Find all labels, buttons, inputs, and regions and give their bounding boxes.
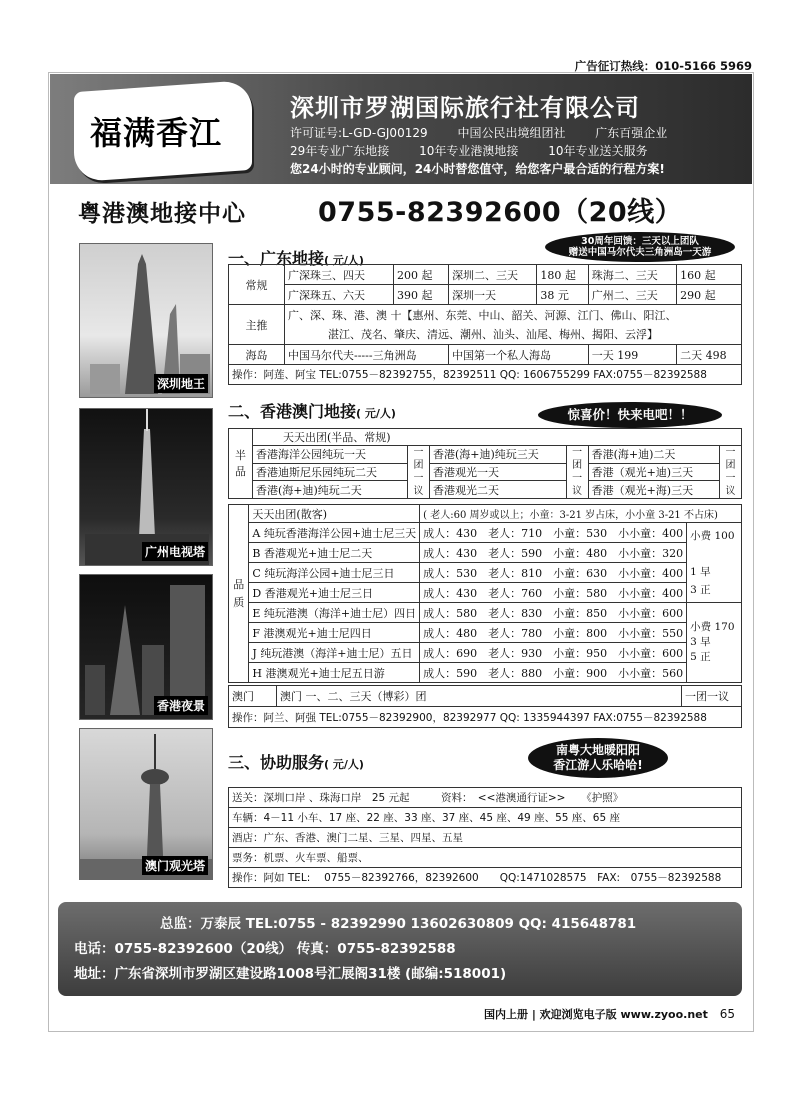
quality-table [228, 504, 742, 683]
years-line [290, 142, 662, 159]
supervisor-line: 总监：万泰辰 TEL:0755 - 82392990 13602630809 QQ: 415648781 [160, 916, 637, 932]
section1-promo-badge [545, 232, 735, 262]
badge-line2: 香江游人乐哈哈! [553, 758, 643, 772]
table-cell: 深圳二、三天 [449, 265, 537, 285]
photo-caption: 深圳地王 [154, 374, 208, 393]
table-cell: H 港澳观光+迪士尼五日游 [249, 663, 420, 683]
logo-text: 福满香江 [90, 114, 223, 152]
table-cell: 广州二、三天 [588, 285, 676, 305]
service-row-tickets: 票务：机票、火车票、船票、 [229, 848, 742, 868]
macau-table [228, 685, 742, 728]
table-cell: 38 元 [537, 285, 588, 305]
phone-line: 电话：0755-82392600（20线） 传真：0755-82392588 [74, 941, 456, 957]
table-row [229, 481, 742, 499]
section3-unit: ( 元/人) [324, 758, 364, 771]
table-row [229, 828, 742, 848]
table-cell: 一天 199 [588, 345, 676, 365]
tip-amount: 小费 170 [690, 621, 735, 633]
meal-breakfast: 1 早 [690, 565, 711, 578]
table-cell: 成人：590 老人：880 小童：900 小小童：560 [420, 663, 687, 683]
table-cell: 香港观光一天 [429, 463, 566, 481]
tip-cell-1 [687, 523, 742, 603]
table-cell: 广深珠五、六天 [285, 285, 394, 305]
license-qualification: 中国公民出境组团社 [457, 126, 566, 140]
table-row [229, 848, 742, 868]
table-row [229, 868, 742, 888]
section2-title [228, 399, 396, 422]
years-guangdong: 29年专业广东地接 [290, 144, 390, 158]
tip-cell-2 [687, 603, 742, 683]
section3-badge [528, 738, 668, 778]
photo-macau-tower [79, 728, 213, 880]
table-cell: J 纯玩港澳（海洋+迪士尼）五日 [249, 643, 420, 663]
table-row [229, 523, 742, 543]
table-cell: 290 起 [677, 285, 742, 305]
center-phone: 0755-82392600（20线） [318, 197, 683, 228]
photo-caption: 广州电视塔 [142, 542, 208, 561]
license-number: 许可证号:L-GD-GJ00129 [290, 126, 428, 140]
table-row [229, 643, 742, 663]
table-cell: 香港观光二天 [429, 481, 566, 499]
license-line [290, 124, 681, 141]
meal-main: 3 正 [690, 583, 711, 596]
service-row-hotels: 酒店：广东、香港、澳门二星、三星、四星、五星 [229, 828, 742, 848]
table-row [229, 707, 742, 728]
table-row [229, 345, 742, 365]
table-cell: 中国马尔代夫-----三角洲岛 [285, 345, 449, 365]
quality-note: ( 老人:60 周岁或以上；小童：3-21 岁占床，小小童 3-21 不占床) [420, 505, 742, 523]
section2-ops: 操作：阿兰、阿强 TEL:0755－82392900，82392977 QQ: 1335944397 FAX:0755－82392588 [229, 707, 742, 728]
guangdong-table [228, 264, 742, 385]
promo-line1: 30周年回馈：三天以上团队 [581, 236, 699, 247]
table-cell: 香港（观光+迪)三天 [588, 463, 719, 481]
table-cell: 香港(海+迪)二天 [588, 446, 719, 464]
table-cell: 香港海洋公园纯玩一天 [253, 446, 408, 464]
main-destinations [285, 305, 742, 345]
table-row [229, 285, 742, 305]
table-cell: 成人：430 老人：760 小童：580 小小童：400 [420, 583, 687, 603]
table-cell: 390 起 [393, 285, 448, 305]
quality-label: 品质 [229, 505, 249, 683]
table-cell: 160 起 [677, 265, 742, 285]
section2-title-text: 二、香港澳门地接 [228, 402, 357, 421]
license-award: 广东百强企业 [595, 126, 668, 140]
footer-text: 国内上册 | 欢迎浏览电子版 www.zyoo.net [483, 1008, 708, 1021]
macau-yituan: 一团一议 [682, 686, 742, 707]
table-row [229, 305, 742, 345]
slogan: 您24小时的专业顾问，24小时替您值守，给您客户最合适的行程方案! [290, 162, 665, 176]
table-row [229, 446, 742, 464]
table-cell: B 香港观光+迪士尼二天 [249, 543, 420, 563]
company-name: 深圳市罗湖国际旅行社有限公司 [290, 94, 640, 122]
badge-line1: 南粤大地暖阳阳 [555, 743, 640, 757]
table-cell: 珠海二、三天 [588, 265, 676, 285]
center-title: 粤港澳地接中心 [78, 201, 246, 227]
table-cell: 180 起 [537, 265, 588, 285]
table-row [229, 505, 742, 523]
yituan-cell: 一团一议 [720, 446, 742, 499]
table-cell: A 纯玩香港海洋公园+迪士尼三天 [249, 523, 420, 543]
years-hkmacau: 10年专业港澳地接 [419, 144, 519, 158]
regular-label: 常规 [229, 265, 285, 305]
service-row-vehicles: 车辆：4－11 小车、17 座、22 座、33 座、37 座、45 座、49 座、55 座、65 座 [229, 808, 742, 828]
table-cell: 香港(海+迪)纯玩二天 [253, 481, 408, 499]
table-row [229, 623, 742, 643]
section1-unit: ( 元/人) [324, 254, 364, 267]
table-cell: 成人：430 老人：590 小童：480 小小童：320 [420, 543, 687, 563]
table-cell: D 香港观光+迪士尼三日 [249, 583, 420, 603]
table-row [229, 788, 742, 808]
section3-title-text: 三、协助服务 [228, 753, 325, 772]
table-cell: 深圳一天 [449, 285, 537, 305]
photo-caption: 香港夜景 [154, 696, 208, 715]
quality-header: 天天出团(散客) [249, 505, 420, 523]
table-row [229, 463, 742, 481]
section2-unit: ( 元/人) [356, 407, 396, 420]
table-row [229, 603, 742, 623]
table-cell: 成人：530 老人：810 小童：630 小小童：400 [420, 563, 687, 583]
semi-label: 半品 [229, 429, 253, 499]
page-number: 65 [719, 1007, 735, 1021]
address-line: 地址：广东省深圳市罗湖区建设路1008号汇展阁31楼 (邮编:518001) [74, 966, 507, 982]
years-customs: 10年专业送关服务 [548, 144, 648, 158]
table-cell: 中国第一个私人海岛 [449, 345, 589, 365]
main-line2: 湛江、茂名、肇庆、清远、潮州、汕头、汕尾、梅州、揭阳、云浮】 [328, 327, 658, 341]
photo-shenzhen-diwang [79, 243, 213, 398]
table-cell: 成人：430 老人：710 小童：530 小小童：400 [420, 523, 687, 543]
photo-canton-tower [79, 408, 213, 566]
island-label: 海岛 [229, 345, 285, 365]
table-cell: 香港（观光+海)三天 [588, 481, 719, 499]
table-cell: F 港澳观光+迪士尼四日 [249, 623, 420, 643]
service-row-customs: 送关：深圳口岸 、珠海口岸 25 元起 资料： <<港澳通行证>> 《护照》 [229, 788, 742, 808]
main-line1: 广、深、珠、港、澳 十【惠州、东莞、中山、韶关、河源、江门、佛山、阳江、 [288, 308, 677, 322]
table-cell: 200 起 [393, 265, 448, 285]
table-row [229, 265, 742, 285]
table-row [229, 365, 742, 385]
service-row-ops: 操作：阿如 TEL: 0755－82392766，82392600 QQ:1471028575 FAX: 0755－82392588 [229, 868, 742, 888]
semi-table [228, 428, 742, 499]
table-cell: 广深珠三、四天 [285, 265, 394, 285]
section1-title-text: 一、广东地接 [228, 249, 325, 268]
table-row [229, 686, 742, 707]
meal-main: 5 正 [690, 651, 711, 663]
main-label: 主推 [229, 305, 285, 345]
table-row [229, 429, 742, 446]
section3-title [228, 750, 364, 773]
page-footer [484, 1006, 735, 1022]
table-cell: E 纯玩港澳（海洋+迪士尼）四日 [249, 603, 420, 623]
table-cell: C 纯玩海洋公园+迪士尼三日 [249, 563, 420, 583]
section1-ops: 操作：阿莲、阿宝 TEL:0755－82392755，82392511 QQ: 1606755299 FAX:0755－82392588 [229, 365, 742, 385]
tip-amount: 小费 100 [690, 529, 735, 542]
table-cell: 成人：480 老人：780 小童：800 小小童：550 [420, 623, 687, 643]
table-cell: 香港(海+迪)纯玩三天 [429, 446, 566, 464]
yituan-cell: 一团一议 [407, 446, 429, 499]
photo-caption: 澳门观光塔 [142, 856, 208, 875]
table-cell: 二天 498 [677, 345, 742, 365]
table-row [229, 563, 742, 583]
table-cell: 成人：690 老人：930 小童：950 小小童：600 [420, 643, 687, 663]
meal-breakfast: 3 早 [690, 636, 711, 648]
macau-label: 澳门 [229, 686, 277, 707]
photo-hongkong-night [79, 574, 213, 720]
table-row [229, 663, 742, 683]
table-row [229, 808, 742, 828]
yituan-cell: 一团一议 [566, 446, 588, 499]
promo-line2: 赠送中国马尔代夫三角洲岛一天游 [568, 247, 712, 258]
services-table [228, 787, 742, 888]
table-cell: 香港迪斯尼乐园纯玩二天 [253, 463, 408, 481]
section2-badge: 惊喜价！快来电吧！！ [538, 402, 722, 428]
ad-hotline: 广告征订热线：010-5166 5969 [574, 59, 752, 73]
table-row [229, 543, 742, 563]
table-row [229, 583, 742, 603]
table-cell: 成人：580 老人：830 小童：850 小小童：600 [420, 603, 687, 623]
macau-text: 澳门 一、二、三天（博彩）团 [277, 686, 682, 707]
semi-header: 天天出团(半品、常规) [253, 429, 742, 446]
